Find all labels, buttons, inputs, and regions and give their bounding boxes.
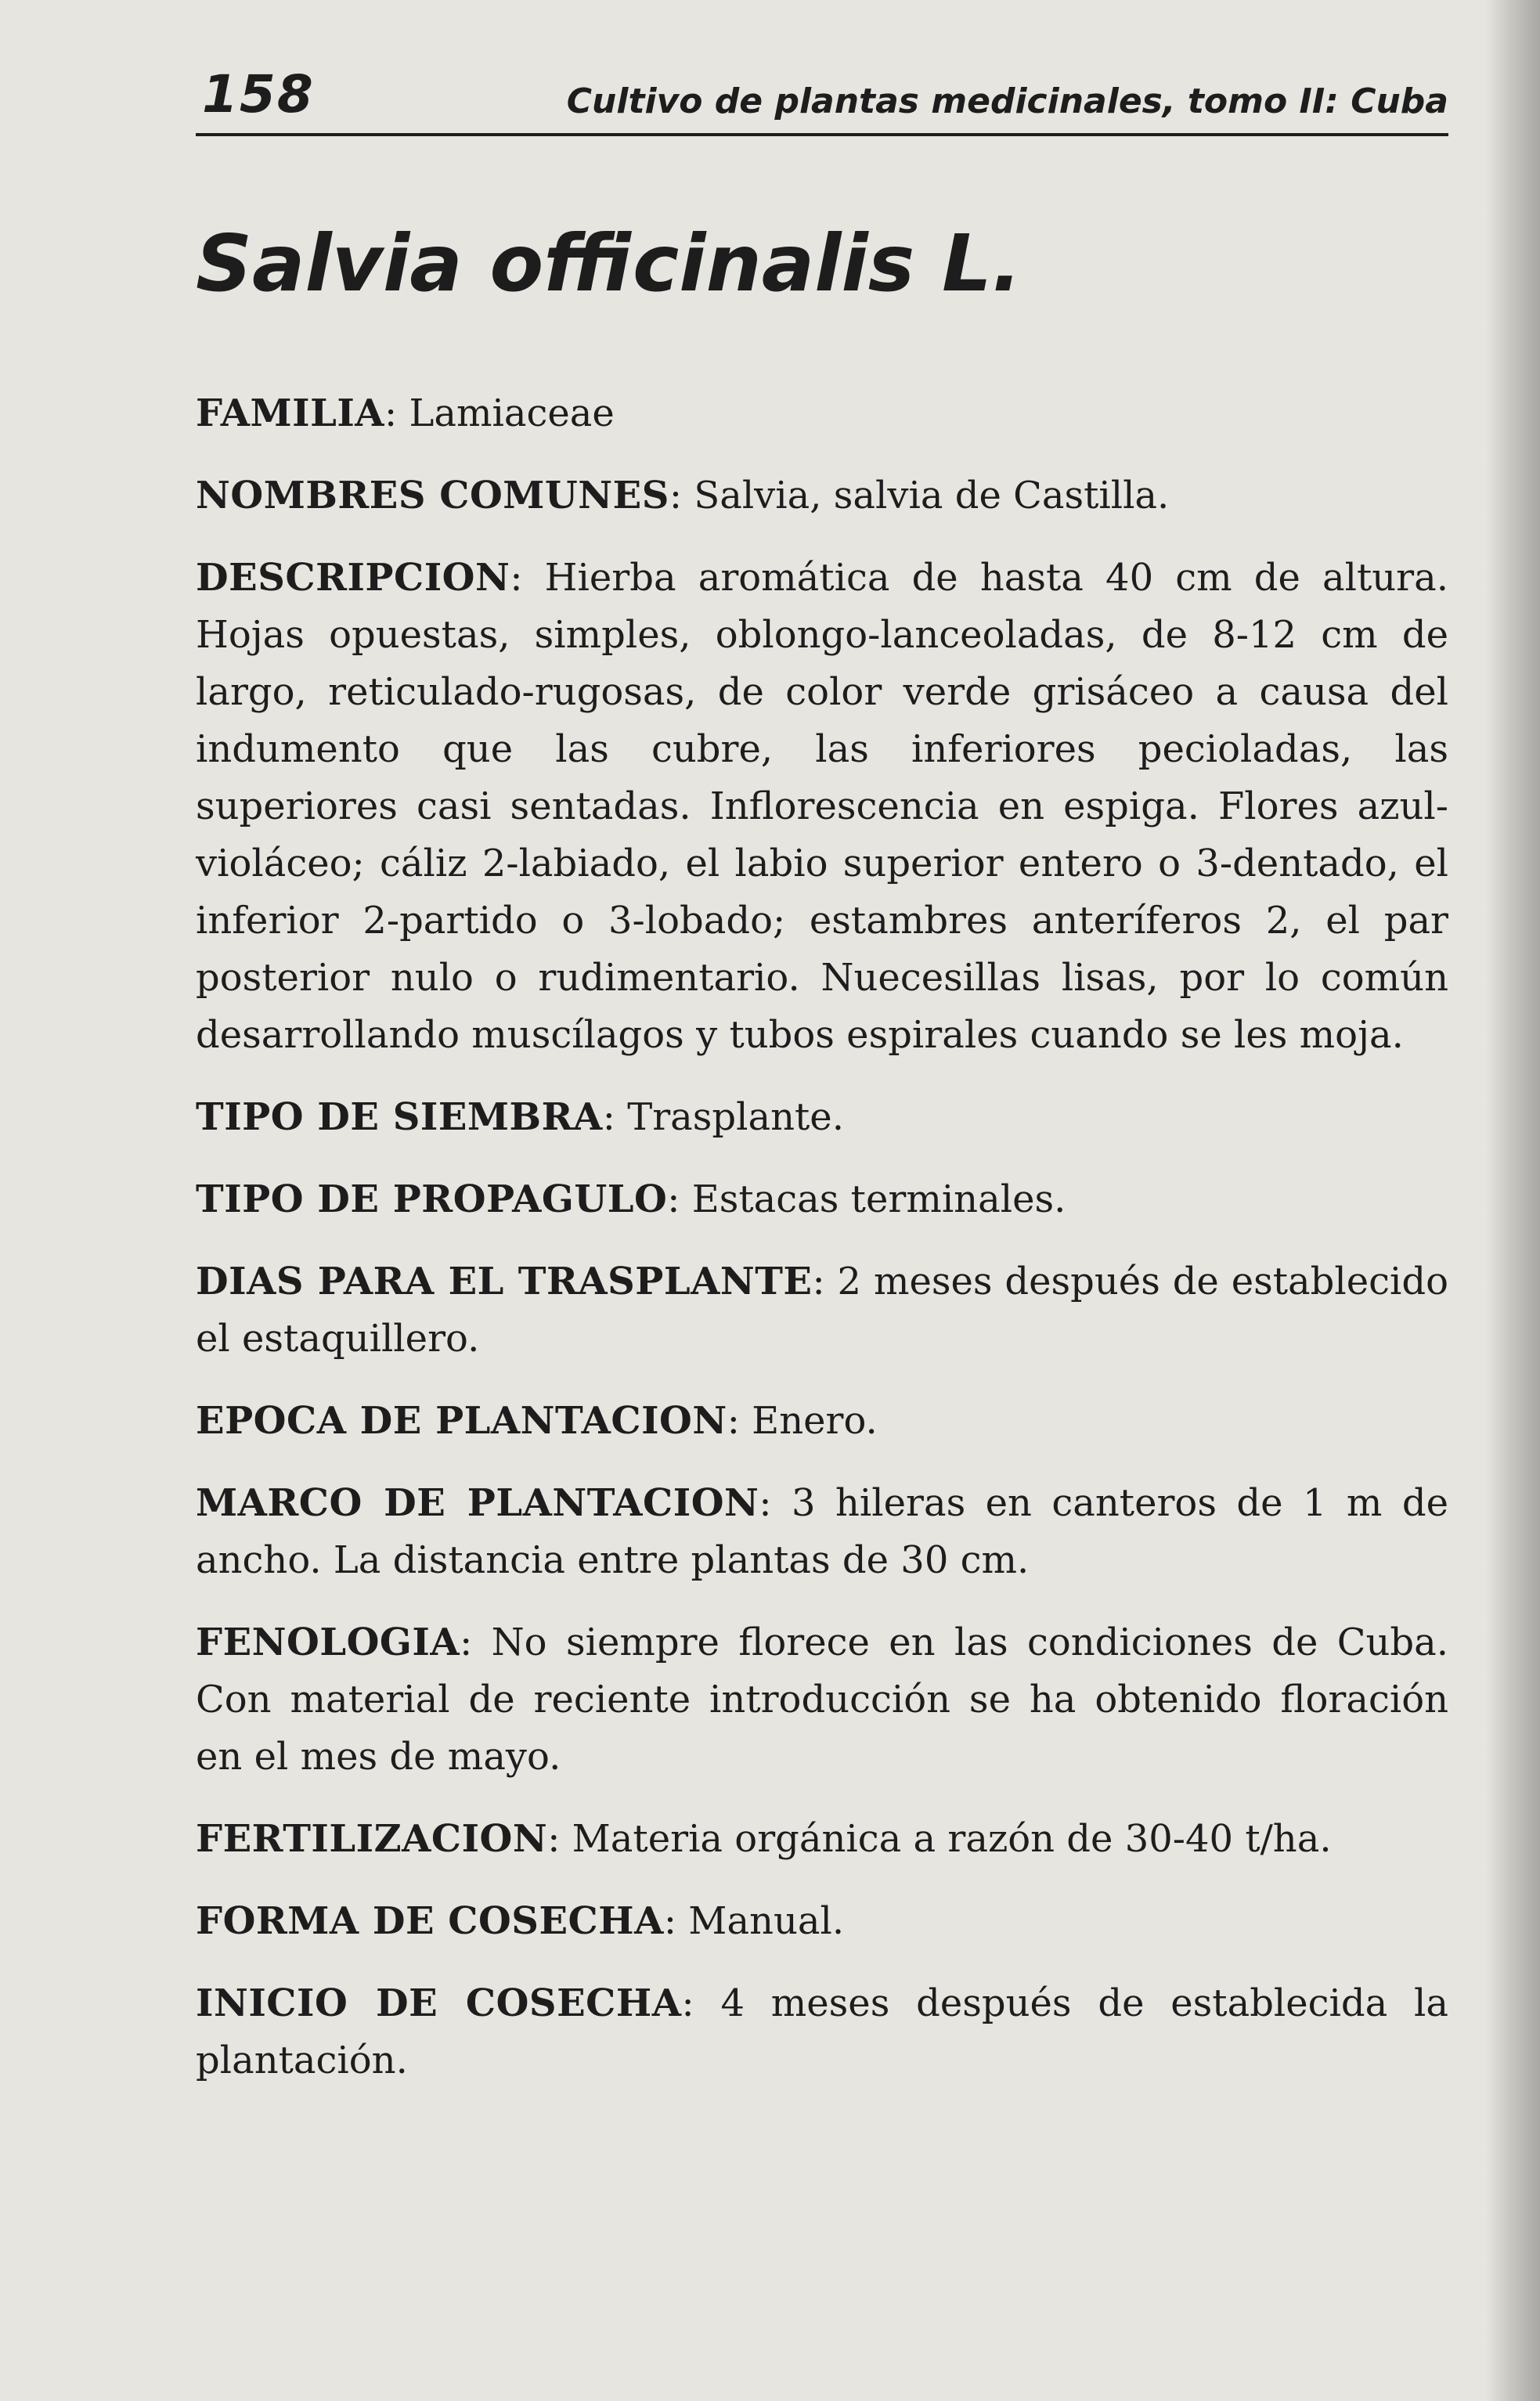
field-fenologia: FENOLOGIA: No siempre florece en las condiciones de Cuba. Con material de reciente introducción se ha obtenido floración en el mes de mayo.: [196, 1620, 1448, 1779]
field-label: EPOCA DE PLANTACION: [196, 1399, 727, 1443]
field-fertilizacion: FERTILIZACION: Materia orgánica a razón de 30-40 t/ha.: [196, 1817, 1332, 1861]
field-dias-para-el-trasplante: DIAS PARA EL TRASPLANTE: 2 meses después de establecido el estaquillero.: [196, 1260, 1448, 1361]
field-value: 2 meses después de establecido el estaquillero.: [196, 1260, 1448, 1361]
page-number: 158: [202, 64, 315, 124]
field-value: Salvia, salvia de Castilla.: [694, 474, 1170, 517]
field-value: Hierba aromática de hasta 40 cm de altura. Hojas opuestas, simples, oblongo-lanceoladas, de 8-12 cm de largo, reticulado-rugosas, de color verde grisáceo a causa del indumento que las cubre, las inferiores pecioladas, las superiores casi sentadas. Inflorescencia en espiga. Flores azul-violáceo; cáliz 2-labiado, el labio superior entero o 3-dentado, el inferior 2-partido o 3-lobado; estambres anteríferos 2, el par posterior nulo o rudimentario. Nuecesillas lisas, por lo común desarrollando muscílagos y tubos espirales cuando se les moja.: [196, 556, 1449, 1057]
field-familia: FAMILIA: Lamiaceae: [196, 391, 615, 435]
field-value: Manual.: [688, 1899, 845, 1943]
field-forma-de-cosecha: FORMA DE COSECHA: Manual.: [196, 1899, 845, 1943]
field-label: TIPO DE PROPAGULO: [196, 1177, 668, 1221]
field-marco-de-plantacion: MARCO DE PLANTACION: 3 hileras en canteros de 1 m de ancho. La distancia entre plantas de 30 cm.: [196, 1481, 1448, 1582]
book-page: [196, 47, 1448, 2114]
field-label: FORMA DE COSECHA: [196, 1899, 664, 1943]
field-value: No siempre florece en las condiciones de Cuba. Con material de reciente introducción se ha obtenido floración en el mes de mayo.: [196, 1620, 1448, 1779]
field-label: FERTILIZACION: [196, 1817, 548, 1861]
field-value: Estacas terminales.: [691, 1177, 1066, 1221]
field-label: FAMILIA: [196, 391, 385, 435]
field-inicio-de-cosecha: INICIO DE COSECHA: 4 meses después de establecida la plantación.: [196, 1981, 1448, 2082]
species-title: Salvia officinalis L.: [196, 218, 1022, 309]
field-label: TIPO DE SIEMBRA: [196, 1095, 603, 1139]
field-value: Enero.: [752, 1399, 878, 1443]
field-label: NOMBRES COMUNES: [196, 474, 669, 517]
field-label: FENOLOGIA: [196, 1620, 460, 1664]
field-value: Materia orgánica a razón de 30-40 t/ha.: [572, 1817, 1332, 1861]
page-header: [196, 47, 1448, 136]
field-label: DIAS PARA EL TRASPLANTE: [196, 1260, 813, 1303]
running-head: Cultivo de plantas medicinales, tomo II: Cuba: [566, 81, 1448, 121]
field-value: 3 hileras en canteros de 1 m de ancho. La distancia entre plantas de 30 cm.: [196, 1481, 1448, 1582]
field-value: 4 meses después de establecida la plantación.: [196, 1981, 1448, 2082]
field-label: MARCO DE PLANTACION: [196, 1481, 759, 1525]
field-epoca-de-plantacion: EPOCA DE PLANTACION: Enero.: [196, 1399, 878, 1443]
field-label: DESCRIPCION: [196, 556, 510, 600]
field-nombres-comunes: NOMBRES COMUNES: Salvia, salvia de Castilla.: [196, 474, 1170, 517]
field-value: Trasplante.: [627, 1095, 844, 1139]
page-binding-shadow: [1485, 0, 1540, 2401]
field-value: Lamiaceae: [409, 391, 615, 435]
field-descripcion: DESCRIPCION: Hierba aromática de hasta 40 cm de altura. Hojas opuestas, simples, oblongo-lanceoladas, de 8-12 cm de largo, reticulado-rugosas, de color verde grisáceo a causa del indumento que las cubre, las inferiores pecioladas, las superiores casi sentadas. Inflorescencia en espiga. Flores azul-violáceo; cáliz 2-labiado, el labio superior entero o 3-dentado, el inferior 2-partido o 3-lobado; estambres anteríferos 2, el par posterior nulo o rudimentario. Nuecesillas lisas, por lo común desarrollando muscílagos y tubos espirales cuando se les moja.: [196, 556, 1449, 1057]
species-fields: [196, 385, 1448, 2089]
field-label: INICIO DE COSECHA: [196, 1981, 682, 2025]
field-tipo-de-propagulo: TIPO DE PROPAGULO: Estacas terminales.: [196, 1177, 1066, 1221]
field-tipo-de-siembra: TIPO DE SIEMBRA: Trasplante.: [196, 1095, 844, 1139]
